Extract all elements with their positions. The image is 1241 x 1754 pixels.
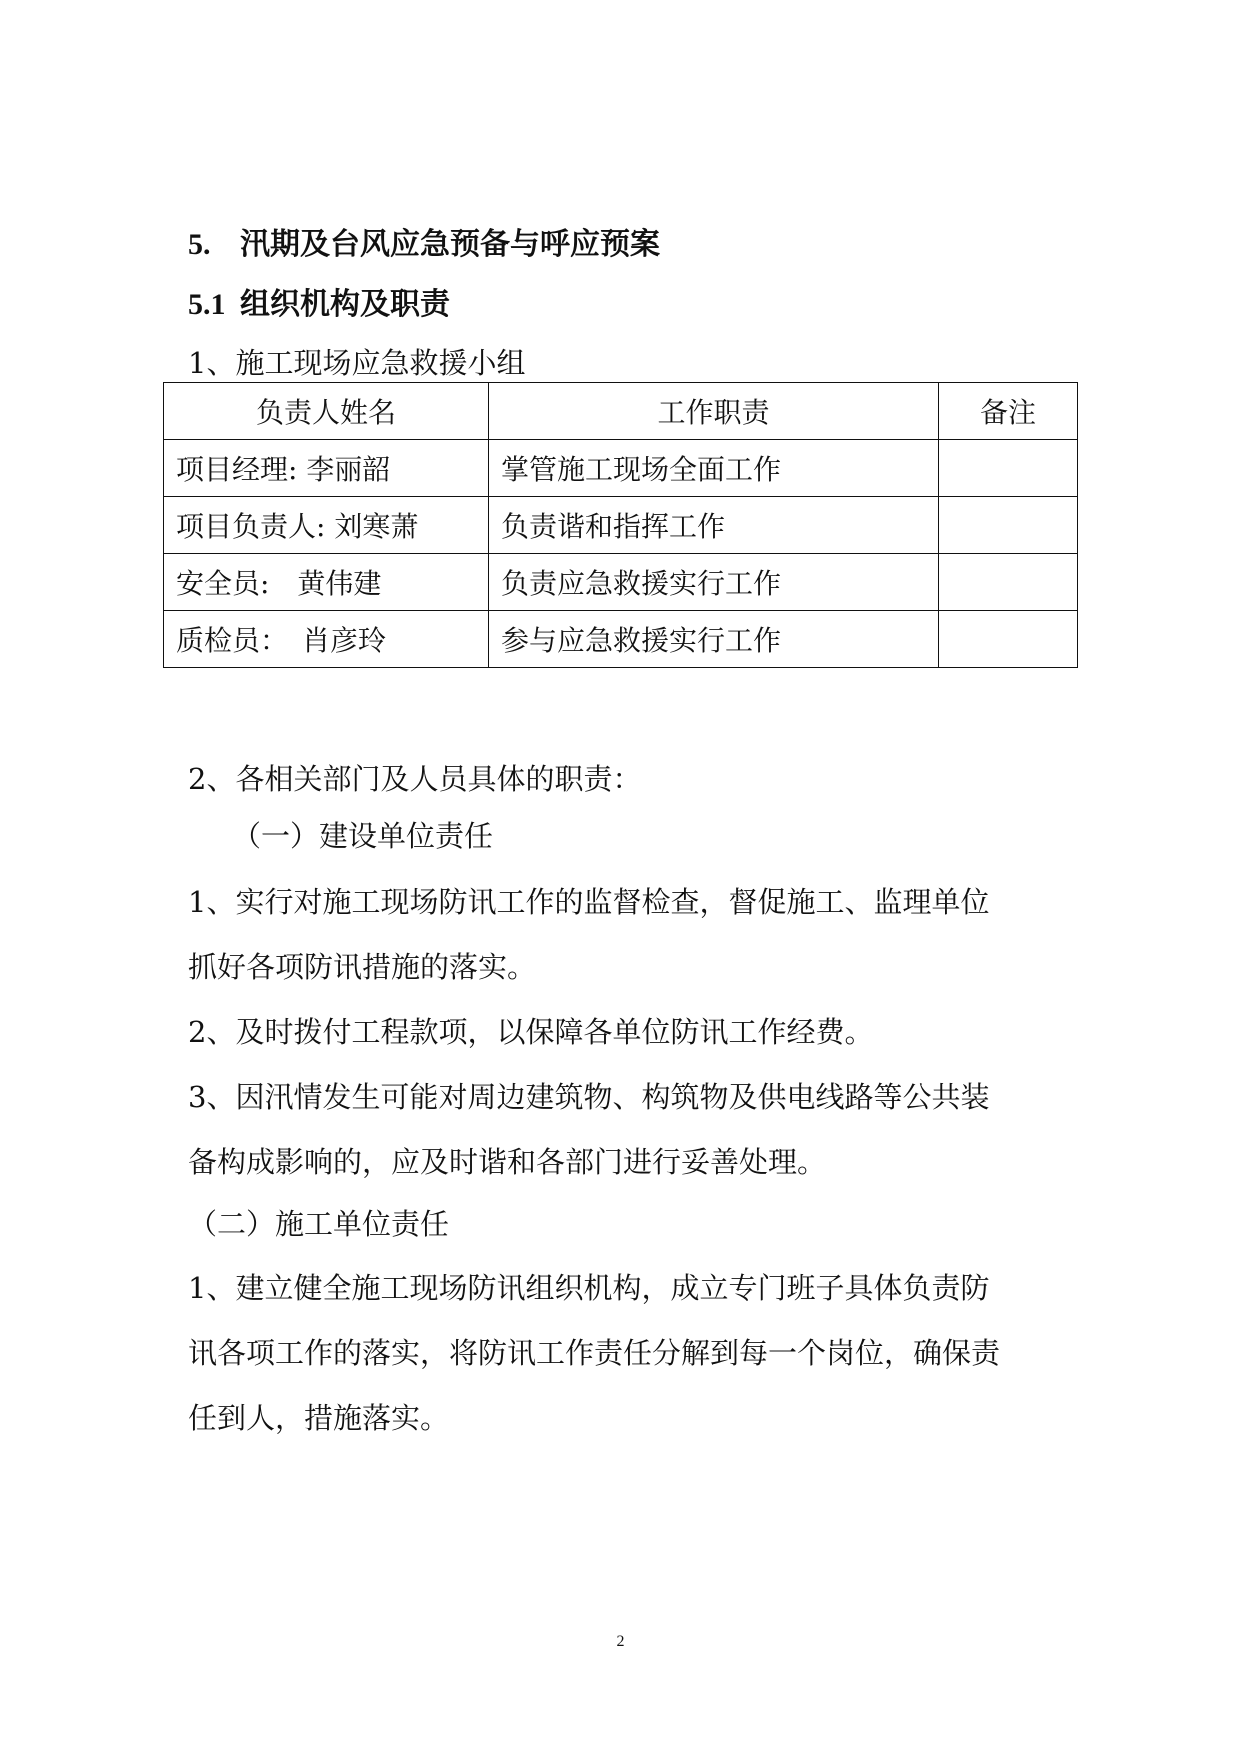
section-number: 5. [188, 228, 211, 261]
cell-duty: 负责应急救援实行工作 [489, 554, 939, 611]
contractor-line: 1、建立健全施工现场防讯组织机构，成立专门班子具体负责防 [188, 1271, 990, 1305]
table-row [164, 554, 1078, 611]
owner-line: 备构成影响的，应及时谐和各部门进行妥善处理。 [188, 1145, 827, 1179]
cell-duty: 掌管施工现场全面工作 [489, 440, 939, 497]
owner-heading: （一）建设单位责任 [232, 819, 494, 853]
contractor-heading: （二）施工单位责任 [188, 1207, 450, 1241]
team-table [163, 382, 1078, 668]
subsection-heading [188, 287, 450, 322]
cell-name: 项目负责人: 刘寒萧 [164, 497, 489, 554]
cell-note [939, 440, 1078, 497]
table-header-row [164, 383, 1078, 440]
header-duty: 工作职责 [489, 383, 939, 440]
table-row [164, 440, 1078, 497]
cell-name: 质检员： 肖彦玲 [164, 611, 489, 668]
contractor-line: 讯各项工作的落实，将防讯工作责任分解到每一个岗位，确保责 [188, 1336, 1001, 1370]
header-name: 负责人姓名 [164, 383, 489, 440]
header-note: 备注 [939, 383, 1078, 440]
table-row [164, 497, 1078, 554]
cell-duty: 负责谐和指挥工作 [489, 497, 939, 554]
cell-note [939, 497, 1078, 554]
cell-note [939, 554, 1078, 611]
subsection-number: 5.1 [188, 288, 226, 321]
cell-duty: 参与应急救援实行工作 [489, 611, 939, 668]
table-row [164, 611, 1078, 668]
owner-line: 3、因汛情发生可能对周边建筑物、构筑物及供电线路等公共装 [188, 1080, 990, 1114]
owner-line: 1、实行对施工现场防讯工作的监督检查，督促施工、监理单位 [188, 885, 990, 919]
section-heading [188, 227, 660, 262]
section-title: 汛期及台风应急预备与呼应预案 [240, 227, 660, 262]
duties-intro: 2、各相关部门及人员具体的职责： [188, 762, 642, 796]
owner-line: 抓好各项防讯措施的落实。 [188, 950, 537, 984]
owner-line: 2、及时拨付工程款项，以保障各单位防讯工作经费。 [188, 1015, 874, 1049]
contractor-line: 任到人，措施落实。 [188, 1401, 450, 1435]
cell-note [939, 611, 1078, 668]
group-caption: 1、施工现场应急救援小组 [188, 346, 526, 380]
subsection-title: 组织机构及职责 [240, 287, 450, 322]
page-number: 2 [616, 1633, 625, 1650]
cell-name: 安全员: 黄伟建 [164, 554, 489, 611]
cell-name: 项目经理: 李丽韶 [164, 440, 489, 497]
